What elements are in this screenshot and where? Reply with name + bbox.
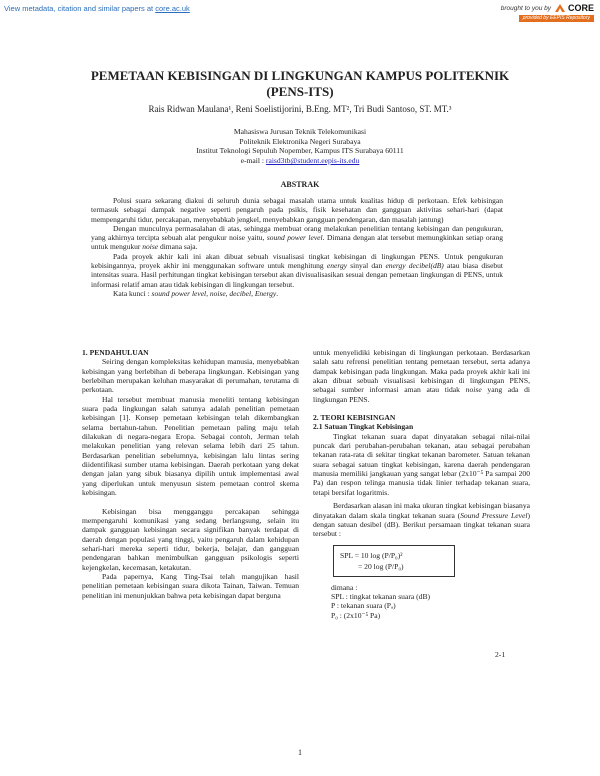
top-bar	[0, 0, 600, 22]
core-logo[interactable]	[554, 3, 594, 13]
provided-by-banner[interactable]: provided by EEPIS Repository	[519, 15, 594, 22]
equation-line-1: SPL = 10 log (P/P₀)²	[340, 550, 403, 560]
abstract-heading: ABSTRAK	[280, 180, 320, 189]
definition-p0: P₀ : (2x10⁻⁵ Pa)	[331, 610, 381, 620]
right-column	[313, 348, 530, 620]
abstract-paragraph-1: Polusi suara sekarang diakui di seluruh dunia sebagai masalah utama untuk kualitas hidup di perkotaan. Efek kebisingan termasuk sebagai dampak negative seperti pengaruh pada psikis, fisik kesehatan dan gangguan aktivitas sehari-hari (dapat mempengaruhi tidur, percakapan, menyebabkab jengkel, menyebabkan gangguan pendengaran, dan masalah jantung)	[91, 196, 503, 224]
affiliation	[0, 127, 600, 166]
section-2-1-heading: 2.1 Satuan Tingkat Kebisingan	[313, 422, 414, 432]
brought-by-text: brought to you by	[500, 4, 551, 12]
theory-paragraph-1: Tingkat tekanan suara dapat dinyatakan sebagai nilai-nilai puncak dari perubahan-perubahan tekanan, atau sebagai perubahan tekanan rata-rata di sekitar tingkat tekanan barometer. Satuan tekanan suara sebagai satuan tingkat kebisingan, karena daerah pendengaran manusia memiliki jangkauan yang sangat lebar (2x10⁻⁵ Pa sampai 200 Pa) dan respon telinga manusia tidak linier terhadap tekanan suara, tetapi bersifat logaritmis.	[313, 431, 530, 497]
affil-line-2: Politeknik Elektronika Negeri Surabaya	[239, 136, 361, 146]
core-logo-text: CORE	[567, 3, 594, 13]
section-2-heading: 2. TEORI KEBISINGAN	[313, 413, 396, 423]
intro-paragraph-1: Seiring dengan kompleksitas kehidupan manusia, menyebabkan kebisingan yang berlebihan di beberapa lingkungan. Kebisingan yang berlebihan merupakan keluhan masyarakat di perumahan, terutama di perkotaan.	[82, 357, 299, 395]
definition-list	[331, 583, 530, 620]
section-1-heading: 1. PENDAHULUAN	[82, 348, 149, 357]
theory-paragraph-2: Berdasarkan alasan ini maka ukuran tingkat kebisingan biasanya dinyatakan dalam skala tingkat tekanan suara (Sound Pressure Level) dengan satuan desibel (dB). Berikut persamaan tingkat tekanan suara tersebut :	[313, 501, 530, 539]
equation-line-2: = 20 log (P/P₀)	[358, 561, 404, 571]
equation-box	[333, 545, 455, 577]
core-metadata-link[interactable]	[4, 4, 190, 13]
title-line-1: PEMETAAN KEBISINGAN DI LINGKUNGAN KAMPUS POLITEKNIK	[90, 68, 510, 83]
affil-email-line	[0, 156, 600, 166]
email-link[interactable]: raisd3tb@student.eepis-its.edu	[265, 156, 360, 166]
affil-line-3: Institut Teknologi Sepuluh Nopember, Kampus ITS Surabaya 60111	[196, 146, 404, 156]
definition-p: P : tekanan suara (Pₐ)	[331, 601, 396, 611]
definition-spl: SPL : tingkat tekanan suara (dB)	[331, 591, 431, 601]
abstract-body	[91, 196, 503, 298]
affil-line-1: Mahasiswa Jurusan Teknik Telekomunikasi	[233, 127, 367, 136]
abstract-paragraph-3: Pada proyek akhir kali ini akan dibuat sebuah visualisasi tingkat kebisingan di lingkungan PENS. Untuk pengukuran kebisingannya, proyek akhir ini menggunakan software untuk menghitung energy sinyal dan energy decibel(dB) atau biasa disebut intensitas suara. Hasil perhitungan tingkat kebisingan tersebut akan divisualisasikan sesuai dengan pemetaan lingkungan di PENS, untuk informasi relatif aman atau tidak kebisingan di lingkungan tersebut.	[91, 251, 503, 289]
intro-continuation: untuk menyelidiki kebisingan di lingkungan perkotaan. Berdasarkan salah satu refrensi penelitian tentang pemetaan tersebut, serta adanya dampak kebisingan pada lingkungan. Maka pada proyek akhir kali ini akan dibuat sebuah visualisasi kebisingan di lingkungan PENS, sebagai sumber informasi aman atau tidak noise yang ada di lingkungan PENS.	[313, 348, 530, 404]
dimana-label: dimana :	[331, 582, 358, 592]
intro-paragraph-3: Kebisingan bisa mengganggu percakapan sehingga mempengaruhi komunikasi yang sedang berlangsung, selain itu dampak gangguan kebisingan secara signifikan banyak terdapat di daerah dengan populasi yang tinggi, yaitu pengaruh dalam kehidupan sehari-hari mereka seperti tidur, bekerja, belajar, dan gangguan pendengaran bahkan menimbulkan gangguan psikologis seperti kejengkelan, kecemasan, ketakutan.	[82, 506, 299, 572]
page-number: 1	[298, 748, 302, 757]
brought-to-you-by[interactable]	[501, 3, 594, 13]
paper-title	[0, 68, 600, 100]
left-column	[82, 348, 299, 600]
intro-paragraph-2: Hal tersebut membuat manusia meneliti tentang kebisingan suara pada lingkungan salah satunya adalah penelitian pemetaan kebisingan [1]. Konsep pemetaan kebisingan telah dikembangkan selama bertahun-tahun. Penelitian pemetaan paling maju telah dilakukan di negara-negara Eropa. Sebagai contoh, Jerman telah melakukan penelitian yang relevan selama lebih dari 25 tahun. Berdasarkan penelitian sebelumnya, kebisingan lalu lintas sering diidentifikasi sumber utama kebisingan. Daerah perkotaan yang dekat dengan jalan yang sibuk biasanya dipilih untuk implementasi awal yang diperlukan untuk menyusun sistem pemetaan control skema kebisingan.	[82, 394, 299, 498]
title-line-2: (PENS-ITS)	[266, 84, 334, 99]
keywords: Kata kunci : sound power level, noise, decibel, Energy.	[113, 288, 279, 298]
core-logo-icon	[554, 3, 566, 13]
abstract-paragraph-2: Dengan munculnya permasalahan di atas, sehingga membuat orang melakukan penelitian tentang kebisingan dan pengukuran, yang akhirnya tercipta sebuah alat pengukur noise yaitu, sound power level. Dimana dengan alat tersebut memungkinkan setiap orang untuk mengukur noise dimana saja.	[91, 223, 504, 252]
email-label: e-mail :	[240, 156, 266, 166]
core-link-prefix: View metadata, citation and similar papers at	[4, 4, 156, 13]
intro-paragraph-4: Pada papernya, Kang Ting-Tsai telah mangujikan hasil penelitian pemetaan kebisingan suara dikota Tainan, Taiwan. Temuan penelitian ini menunjukkan bahwa peta kebisingan dapat berguna	[82, 571, 299, 600]
equation-number: 2-1	[495, 650, 506, 659]
authors: Rais Ridwan Maulana¹, Reni Soelistijorini, B.Eng. MT², Tri Budi Santoso, ST. MT.³	[148, 104, 452, 114]
core-link-site[interactable]: core.ac.uk	[155, 4, 190, 13]
